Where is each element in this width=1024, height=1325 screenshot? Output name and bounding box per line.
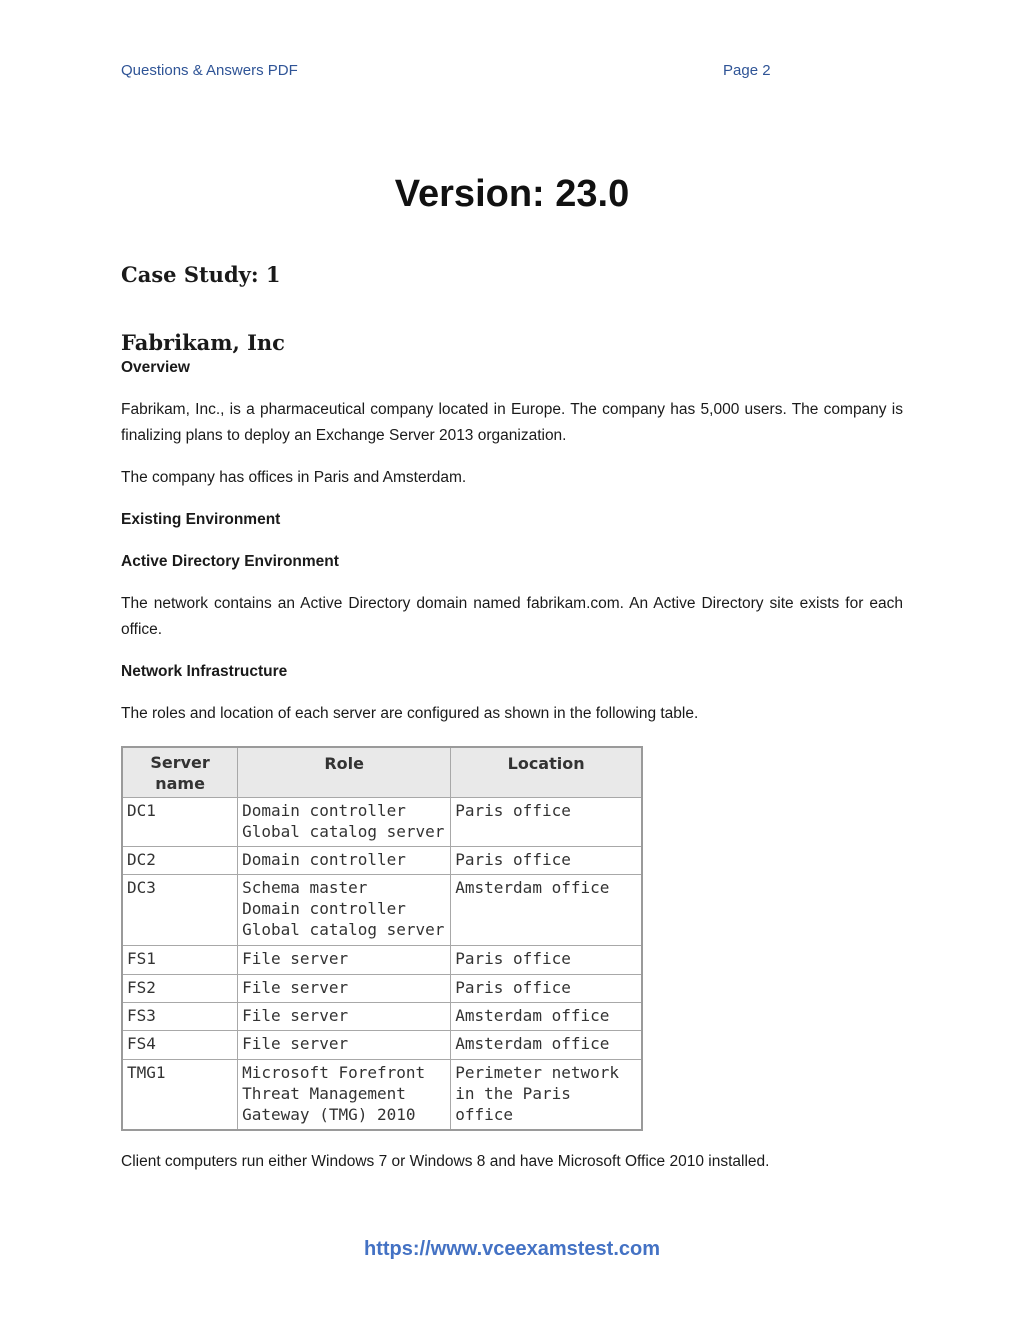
network-infrastructure-heading: Network Infrastructure <box>121 663 288 680</box>
cell-server-name: DC2 <box>122 847 238 875</box>
table-row <box>122 1031 642 1059</box>
cell-role: File server <box>238 946 451 974</box>
cell-location: Paris office <box>451 847 642 875</box>
table-row <box>122 974 642 1002</box>
server-table <box>121 746 643 1131</box>
cell-server-name: DC3 <box>122 875 238 946</box>
existing-environment-heading: Existing Environment <box>121 511 281 528</box>
header-role: Role <box>238 747 451 797</box>
company-heading: Fabrikam, Inc <box>121 330 285 355</box>
cell-server-name: FS1 <box>122 946 238 974</box>
cell-role: File server <box>238 1031 451 1059</box>
cell-role: File server <box>238 1002 451 1030</box>
cell-role: Domain controller Global catalog server <box>238 797 451 847</box>
cell-location: Perimeter network in the Paris office <box>451 1059 642 1130</box>
cell-location: Paris office <box>451 974 642 1002</box>
cell-server-name: FS2 <box>122 974 238 1002</box>
cell-location: Amsterdam office <box>451 875 642 946</box>
header-location: Location <box>451 747 642 797</box>
ad-paragraph: The network contains an Active Directory domain named fabrikam.com. An Active Directory site exists for each office. <box>121 595 903 638</box>
table-row <box>122 1002 642 1030</box>
footer-link[interactable]: https://www.vceexamstest.com <box>363 1238 661 1260</box>
table-header-row <box>122 747 642 797</box>
cell-server-name: FS4 <box>122 1031 238 1059</box>
cell-location: Paris office <box>451 946 642 974</box>
offices-paragraph: The company has offices in Paris and Amsterdam. <box>121 469 467 486</box>
client-paragraph: Client computers run either Windows 7 or Windows 8 and have Microsoft Office 2010 installed. <box>121 1153 770 1170</box>
version-title: Version: 23.0 <box>394 173 630 215</box>
overview-heading: Overview <box>121 359 190 376</box>
overview-paragraph: Fabrikam, Inc., is a pharmaceutical company located in Europe. The company has 5,000 users. The company is finalizing plans to deploy an Exchange Server 2013 organization. <box>121 401 903 444</box>
table-row <box>122 847 642 875</box>
header-title: Questions & Answers PDF <box>121 62 298 79</box>
cell-role: Domain controller <box>238 847 451 875</box>
table-row <box>122 875 642 946</box>
case-study-heading: Case Study: 1 <box>121 262 281 287</box>
cell-server-name: DC1 <box>122 797 238 847</box>
network-paragraph: The roles and location of each server are configured as shown in the following table. <box>121 705 699 722</box>
cell-location: Paris office <box>451 797 642 847</box>
table-row <box>122 797 642 847</box>
table-row <box>122 946 642 974</box>
cell-location: Amsterdam office <box>451 1031 642 1059</box>
table-row <box>122 1059 642 1130</box>
cell-role: Schema master Domain controller Global catalog server <box>238 875 451 946</box>
cell-role: File server <box>238 974 451 1002</box>
cell-server-name: FS3 <box>122 1002 238 1030</box>
cell-role: Microsoft Forefront Threat Management Gateway (TMG) 2010 <box>238 1059 451 1130</box>
cell-server-name: TMG1 <box>122 1059 238 1130</box>
cell-location: Amsterdam office <box>451 1002 642 1030</box>
header-server-name: Server name <box>122 747 238 797</box>
page-number: Page 2 <box>723 62 771 79</box>
ad-environment-heading: Active Directory Environment <box>121 553 339 570</box>
